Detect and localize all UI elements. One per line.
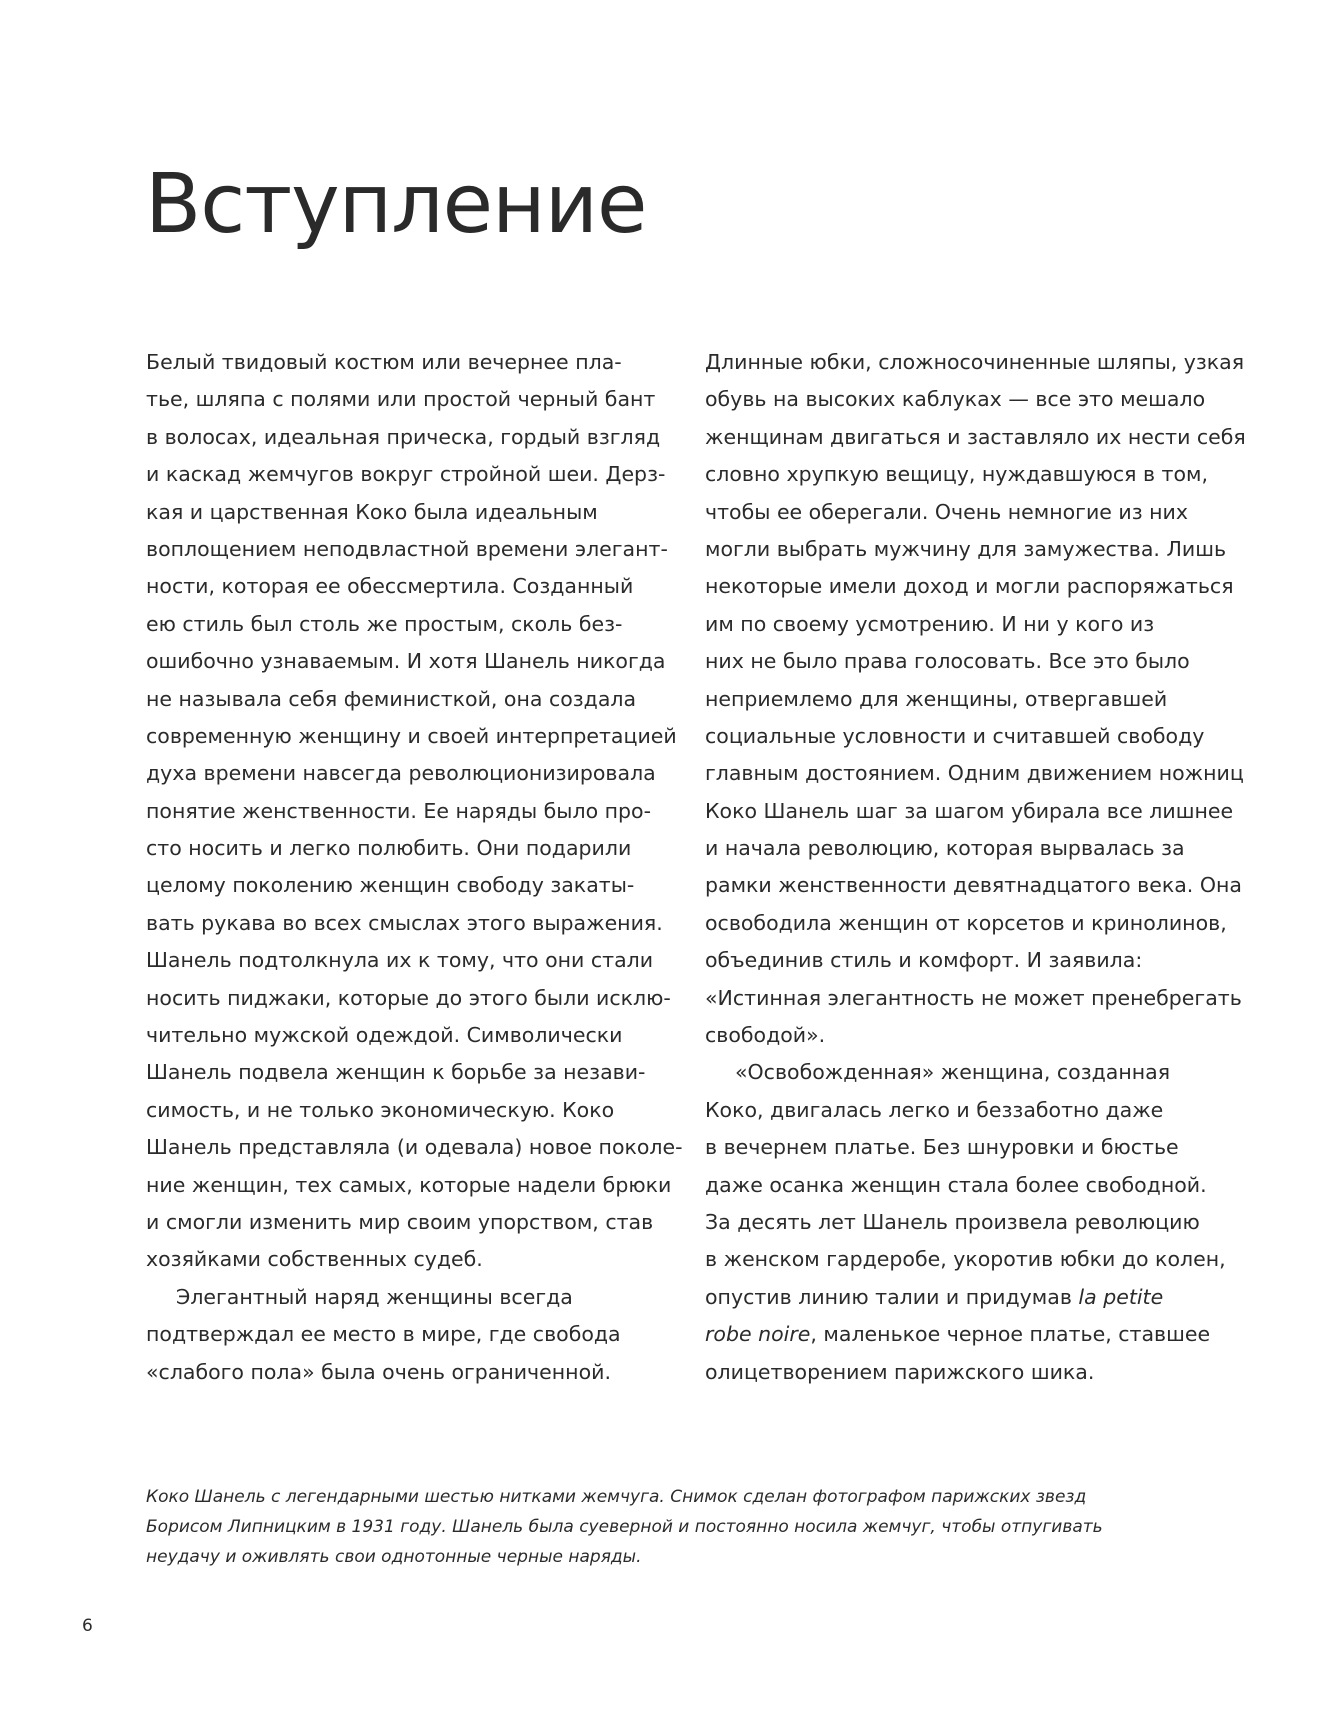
text-line: Шанель представляла (и одевала) новое поколе- bbox=[146, 1135, 683, 1160]
text-line: духа времени навсегда революционизировала bbox=[146, 761, 656, 786]
left-column bbox=[146, 344, 683, 1391]
paragraph-start-line: Элегантный наряд женщины всегда bbox=[176, 1284, 573, 1309]
text-line: освободила женщин от корсетов и кринолинов, bbox=[705, 910, 1227, 935]
text-line: в вечернем платье. Без шнуровки и бюстье bbox=[705, 1135, 1179, 1160]
text-line: и каскад жемчугов вокруг стройной шеи. Дерз- bbox=[146, 462, 666, 487]
text-line: Коко Шанель шаг за шагом убирала все лишнее bbox=[705, 798, 1234, 823]
page-number: 6 bbox=[82, 1616, 93, 1636]
text-segment: опустив линию талии и придумав bbox=[705, 1284, 1079, 1309]
text-line: ности, которая ее обессмертила. Созданный bbox=[146, 574, 634, 599]
text-line: Длинные юбки, сложносочиненные шляпы, узкая bbox=[705, 350, 1245, 374]
text-line: даже осанка женщин стала более свободной. bbox=[705, 1172, 1207, 1197]
text-line: могли выбрать мужчину для замужества. Лишь bbox=[705, 536, 1227, 561]
text-line: них не было права голосовать. Все это было bbox=[705, 649, 1190, 674]
text-line: чительно мужской одеждой. Символически bbox=[146, 1023, 623, 1048]
text-line: ею стиль был столь же простым, сколь без- bbox=[146, 611, 623, 636]
text-line: чтобы ее оберегали. Очень немногие из них bbox=[705, 499, 1189, 524]
text-line: ние женщин, тех самых, которые надели брюки bbox=[146, 1172, 672, 1197]
text-line: Белый твидовый костюм или вечернее пла- bbox=[146, 350, 622, 374]
caption-line: Коко Шанель с легендарными шестью нитками жемчуга. Снимок сделан фотографом парижских звезд bbox=[146, 1487, 1087, 1507]
text-line: рамки женственности девятнадцатого века. Она bbox=[705, 873, 1242, 898]
text-line: олицетворением парижского шика. bbox=[705, 1359, 1095, 1384]
text-line: Шанель подвела женщин к борьбе за незави- bbox=[146, 1060, 646, 1085]
text-line: подтверждал ее место в мире, где свобода bbox=[146, 1322, 621, 1347]
text-line: словно хрупкую вещицу, нуждавшуюся в том, bbox=[705, 462, 1209, 487]
text-line: в волосах, идеальная прическа, гордый взгляд bbox=[146, 424, 661, 449]
text-line: Коко, двигалась легко и беззаботно даже bbox=[705, 1097, 1164, 1122]
caption-line: Борисом Липницким в 1931 году. Шанель была суеверной и постоянно носила жемчуг, чтобы отпугивать bbox=[146, 1517, 1103, 1537]
text-line: главным достоянием. Одним движением ножниц bbox=[705, 761, 1244, 786]
text-line: неприемлемо для женщины, отвергавшей bbox=[705, 686, 1168, 711]
text-line: кая и царственная Коко была идеальным bbox=[146, 499, 598, 524]
text-line: симость, и не только экономическую. Коко bbox=[146, 1097, 615, 1122]
text-line: ошибочно узнаваемым. И хотя Шанель никогда bbox=[146, 649, 666, 674]
text-line: За десять лет Шанель произвела революцию bbox=[705, 1209, 1200, 1234]
text-line: понятие женственности. Ее наряды было про- bbox=[146, 798, 651, 823]
text-line: целому поколению женщин свободу закаты- bbox=[146, 873, 635, 898]
text-line: обувь на высоких каблуках — все это мешало bbox=[705, 387, 1206, 412]
italic-term: robe noire bbox=[705, 1322, 811, 1347]
text-line: тье, шляпа с полями или простой черный бант bbox=[146, 387, 656, 412]
text-line: Шанель подтолкнула их к тому, что они стали bbox=[146, 948, 654, 973]
text-line: вать рукава во всех смыслах этого выражения. bbox=[146, 910, 663, 935]
text-line: воплощением неподвластной времени элегант- bbox=[146, 536, 668, 561]
text-line: и смогли изменить мир своим упорством, став bbox=[146, 1209, 654, 1234]
text-line: некоторые имели доход и могли распоряжаться bbox=[705, 574, 1234, 599]
caption-line: неудачу и оживлять свои однотонные черные наряды. bbox=[146, 1547, 642, 1567]
text-line: носить пиджаки, которые до этого были исклю- bbox=[146, 985, 671, 1010]
text-line bbox=[705, 1279, 1225, 1316]
text-line: женщинам двигаться и заставляло их нести себя bbox=[705, 424, 1246, 449]
text-line: и начала революцию, которая вырвалась за bbox=[705, 836, 1185, 861]
text-segment: , маленькое черное платье, ставшее bbox=[810, 1322, 1211, 1347]
right-column bbox=[705, 344, 1246, 1391]
text-line: «слабого пола» была очень ограниченной. bbox=[146, 1359, 611, 1384]
text-line: хозяйками собственных судеб. bbox=[146, 1247, 483, 1272]
text-line: им по своему усмотрению. И ни у кого из bbox=[705, 611, 1155, 636]
text-line: объединив стиль и комфорт. И заявила: bbox=[705, 948, 1143, 973]
text-line: сто носить и легко полюбить. Они подарили bbox=[146, 836, 632, 861]
text-line: свободой». bbox=[705, 1023, 826, 1048]
text-line: не называла себя феминисткой, она создала bbox=[146, 686, 637, 711]
text-line: «Истинная элегантность не может пренебрегать bbox=[705, 985, 1242, 1010]
text-line: в женском гардеробе, укоротив юбки до колен, bbox=[705, 1247, 1226, 1272]
text-line bbox=[705, 1316, 1225, 1353]
italic-term: la petite bbox=[1078, 1284, 1164, 1309]
paragraph-start-line: «Освобожденная» женщина, созданная bbox=[735, 1060, 1171, 1085]
text-line: современную женщину и своей интерпретацией bbox=[146, 723, 677, 748]
page-title: Вступление bbox=[145, 157, 647, 252]
text-line: социальные условности и считавшей свободу bbox=[705, 723, 1205, 748]
photo-caption bbox=[146, 1482, 1146, 1572]
